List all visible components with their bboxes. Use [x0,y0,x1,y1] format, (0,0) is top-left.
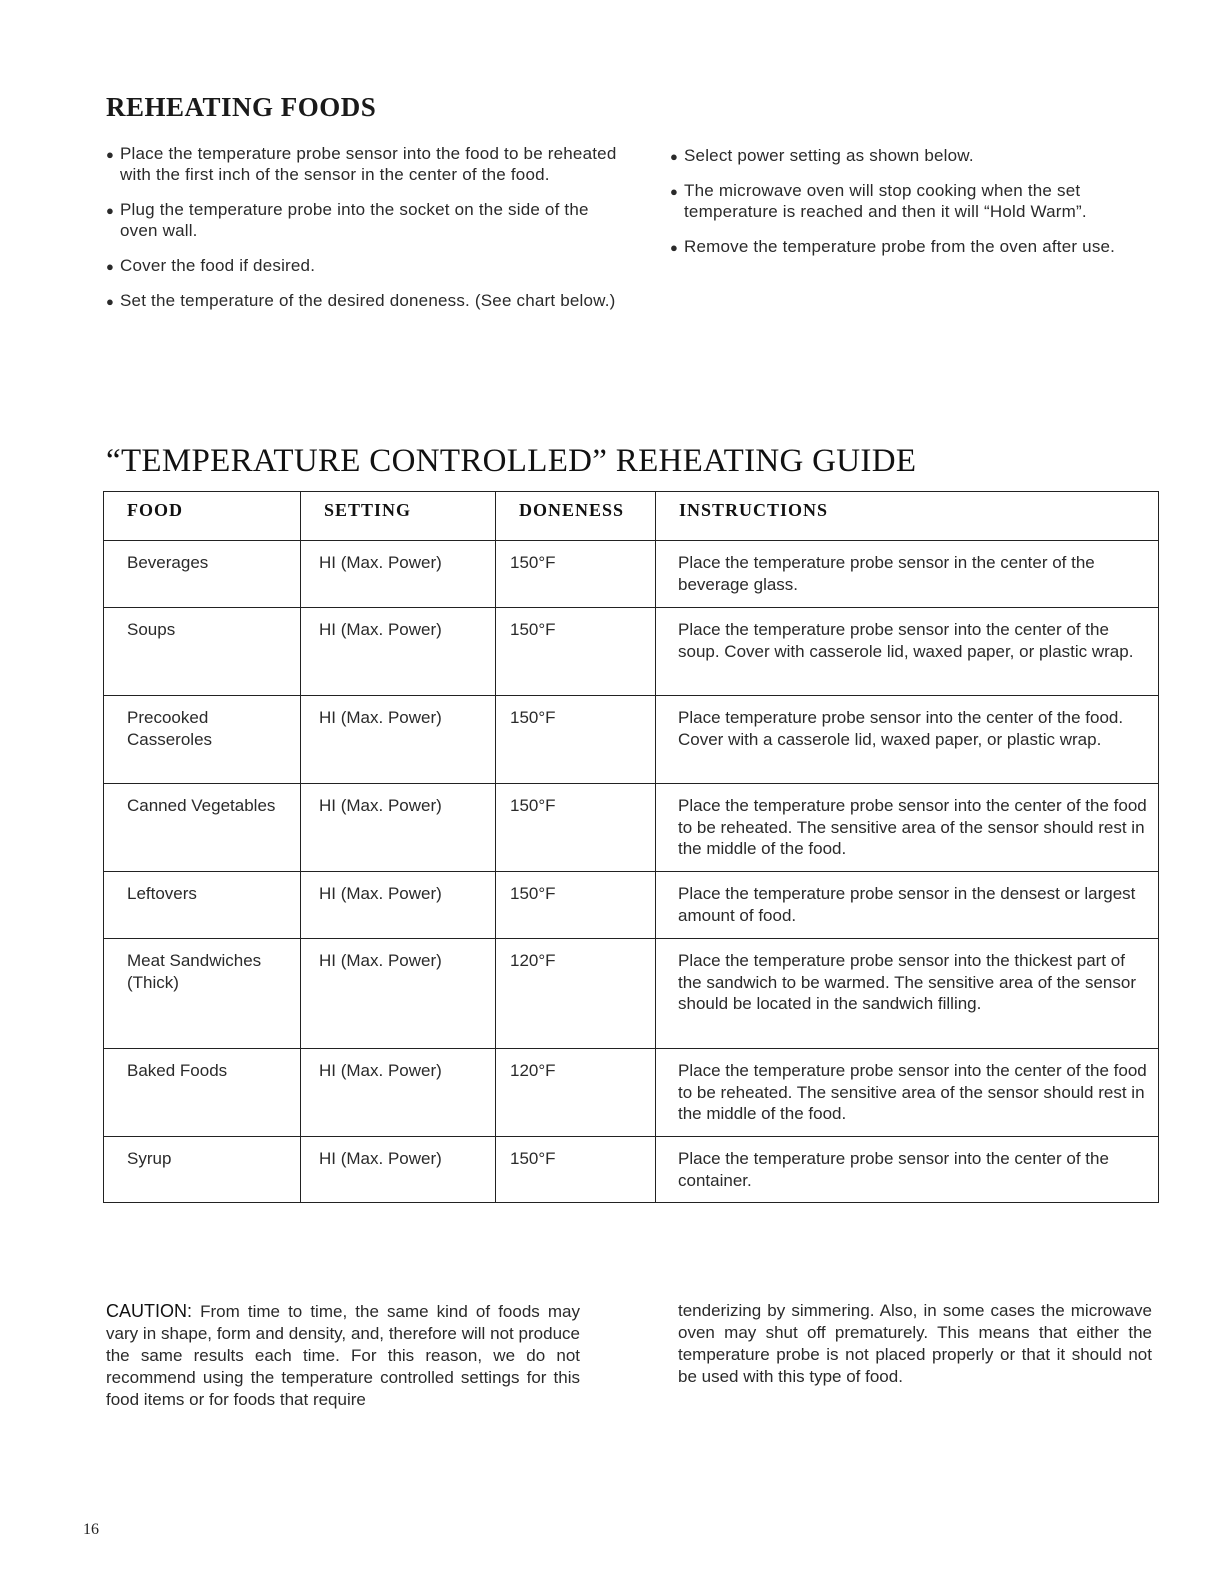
cell-doneness: 150°F [496,541,656,608]
table-row [104,541,1159,608]
cell-doneness: 150°F [496,1137,656,1203]
bullet-icon: ● [670,149,679,164]
table-row [104,1049,1159,1137]
cell-doneness: 120°F [496,939,656,1049]
cell-food: Syrup [104,1137,301,1203]
caution-paragraph-continued: tenderizing by simmering. Also, in some cases the microwave oven may shut off prematurely. This means that either the temperature probe is not placed properly or that it should not be used with this type of food. [678,1301,1152,1386]
cell-instructions: Place the temperature probe sensor into the center of the container. [656,1137,1159,1203]
bullet-icon: ● [106,259,115,274]
instructions-list-left [106,143,626,325]
list-item: ● Cover the food if desired. [106,256,316,275]
cell-instructions: Place the temperature probe sensor in the center of the beverage glass. [656,541,1159,608]
list-item: ● Select power setting as shown below. [670,146,974,165]
caution-text: From time to time, the same kind of foods may vary in shape, form and density, and, therefore will not produce the same results each time. For this reason, we do not recommend using the temperature controlled settings for this food items or for foods that require [106,1302,580,1409]
cell-food: Beverages [104,541,301,608]
cell-doneness: 150°F [496,696,656,784]
caution-label: CAUTION: [106,1301,193,1321]
cell-doneness: 120°F [496,1049,656,1137]
cell-food: Precooked Casseroles [104,696,301,784]
bullet-icon: ● [670,184,679,199]
cell-food: Meat Sandwiches (Thick) [104,939,301,1049]
cell-instructions: Place the temperature probe sensor into the center of the food to be reheated. The sensitive area of the sensor should rest in the middle of the food. [656,1049,1159,1137]
bullet-icon: ● [670,240,679,255]
cell-instructions: Place the temperature probe sensor into the thickest part of the sandwich to be warmed. The sensitive area of the sensor should be located in the sandwich filling. [656,939,1159,1049]
list-item: ● Set the temperature of the desired doneness. (See chart below.) [106,291,616,310]
bullet-icon: ● [106,147,115,162]
column-header-doneness: DONENESS [496,492,656,541]
cell-doneness: 150°F [496,608,656,696]
page-number: 16 [83,1521,99,1538]
cell-setting: HI (Max. Power) [301,1049,496,1137]
cell-setting: HI (Max. Power) [301,608,496,696]
list-item: ● Place the temperature probe sensor into the food to be reheated with the first inch of the sensor in the center of the food. [106,144,617,184]
instructions-list-right [670,145,1170,271]
cell-setting: HI (Max. Power) [301,939,496,1049]
column-header-setting: SETTING [301,492,496,541]
cell-food: Leftovers [104,872,301,939]
reheating-guide-table [103,491,1159,1203]
table-header-row [104,492,1159,541]
cell-setting: HI (Max. Power) [301,1137,496,1203]
table-row [104,1137,1159,1203]
caution-paragraph [106,1300,580,1411]
table-row [104,608,1159,696]
column-header-food: FOOD [104,492,301,541]
cell-doneness: 150°F [496,872,656,939]
guide-title: “TEMPERATURE CONTROLLED” REHEATING GUIDE [106,443,917,479]
table-row [104,784,1159,872]
cell-food: Baked Foods [104,1049,301,1137]
list-item: ● Remove the temperature probe from the oven after use. [670,237,1116,256]
cell-food: Canned Vegetables [104,784,301,872]
cell-setting: HI (Max. Power) [301,784,496,872]
table-row [104,872,1159,939]
bullet-icon: ● [106,203,115,218]
list-item: ● The microwave oven will stop cooking when the set temperature is reached and then it will “Hold Warm”. [670,181,1087,221]
cell-setting: HI (Max. Power) [301,872,496,939]
cell-doneness: 150°F [496,784,656,872]
cell-instructions: Place temperature probe sensor into the center of the food. Cover with a casserole lid, waxed paper, or plastic wrap. [656,696,1159,784]
cell-setting: HI (Max. Power) [301,541,496,608]
cell-instructions: Place the temperature probe sensor into the center of the food to be reheated. The sensitive area of the sensor should rest in the middle of the food. [656,784,1159,872]
list-item: ● Plug the temperature probe into the socket on the side of the oven wall. [106,200,589,240]
cell-instructions: Place the temperature probe sensor into the center of the soup. Cover with casserole lid, waxed paper, or plastic wrap. [656,608,1159,696]
bullet-icon: ● [106,294,115,309]
section-heading-reheating-foods: REHEATING FOODS [106,92,377,122]
cell-setting: HI (Max. Power) [301,696,496,784]
table-row [104,696,1159,784]
table-row [104,939,1159,1049]
column-header-instructions: INSTRUCTIONS [656,492,1159,541]
cell-food: Soups [104,608,301,696]
cell-instructions: Place the temperature probe sensor in the densest or largest amount of food. [656,872,1159,939]
